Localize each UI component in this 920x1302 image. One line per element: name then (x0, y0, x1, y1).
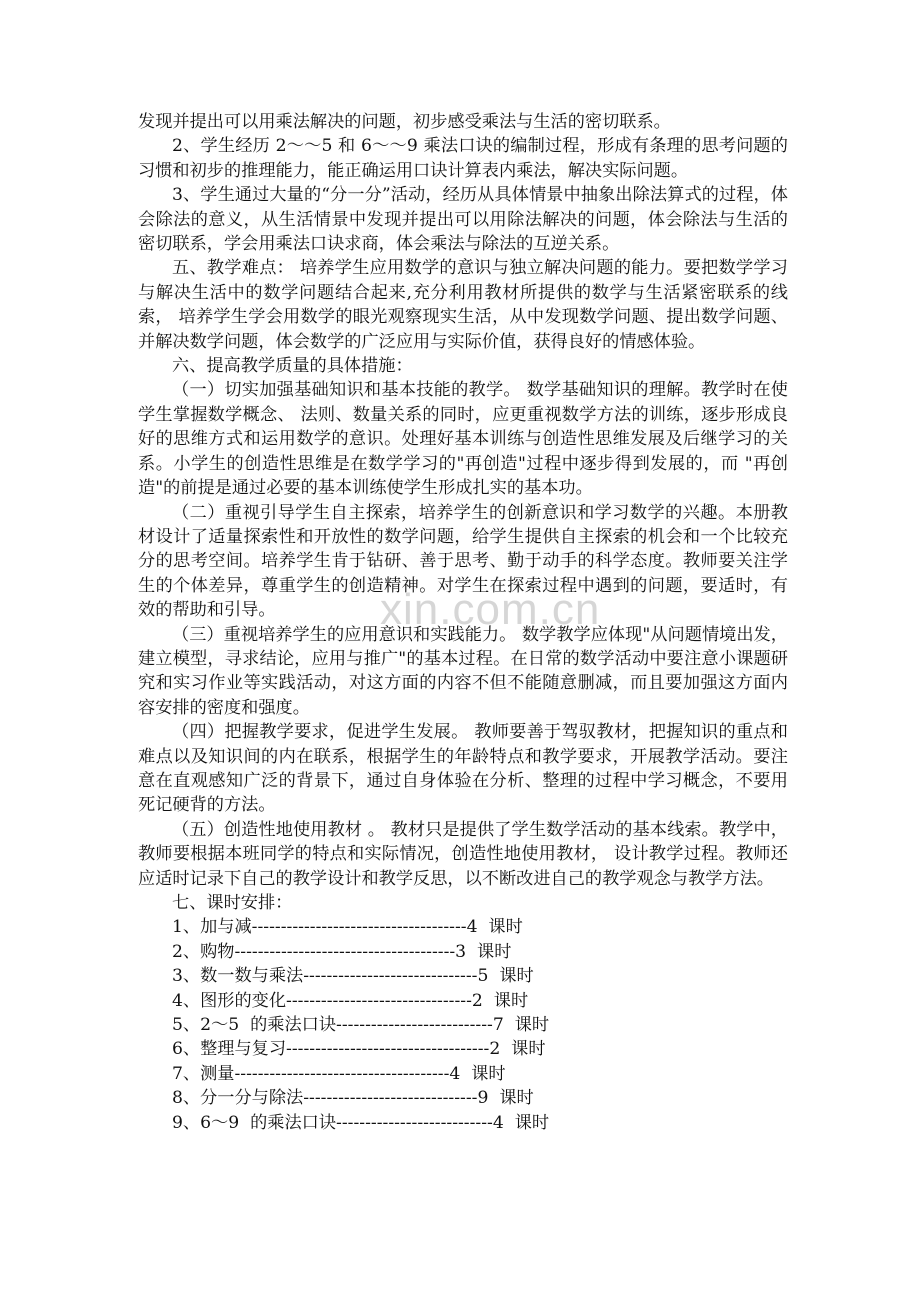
schedule-item: 7、测量-------------------------------------4 课时 (172, 1063, 506, 1084)
paragraph-intro-continued: 发现并提出可以用乘法解决的问题，初步感受乘法与生活的密切联系。 (138, 112, 671, 132)
paragraph-measure-3: （三）重视培养学生的应用意识和实践能力。 数学教学应体现"从问题情境出发，建立模型，寻求结论，应用与推广"的基本过程。在日常的数学活动中要注意小课题研究和实习作业等实践活动，对这方面的内容不但不能随意删减，而且要加强这方面内容安排的密度和强度。 (138, 624, 788, 718)
schedule-item: 1、加与减-------------------------------------4 课时 (172, 917, 523, 938)
document-body (138, 110, 788, 1135)
paragraph-difficulty: 五、教学难点： 培养学生应用数学的意识与独立解决问题的能力。要把数学学习与解决生活中的数学问题结合起来,充分利用教材所提供的数学与生活紧密联系的线索， 培养学生学会用数学的眼光观察现实生活，从中发现数学问题、提出数学问题、并解决数学问题，体会数学的广泛应用与实际价值，获得良好的情感体验。 (138, 258, 788, 352)
heading-measures: 六、提高教学质量的具体措施： (172, 356, 413, 377)
paragraph-measure-5: （五）创造性地使用教材 。 教材只是提供了学生数学活动的基本线索。教学中，教师要根据本班同学的特点和实际情况，创造性地使用教材， 设计教学过程。教师还应适时记录下自己的教学设计和教学反思，以不断改进自己的教学观念与教学方法。 (138, 819, 788, 889)
heading-schedule: 七、课时安排： (172, 893, 293, 913)
schedule-item: 5、2～5 的乘法口诀---------------------------7 课时 (172, 1015, 550, 1036)
paragraph-measure-1: （一）切实加强基础知识和基本技能的教学。 数学基础知识的理解。教学时在使学生掌握数学概念、 法则、数量关系的同时，应更重视数学方法的训练，逐步形成良好的思维方式和运用数学的意识。处理好基本训练与创造性思维发展及后继学习的关系。小学生的创造性思维是在数学学习的"再创造"过程中逐步得到发展的，而 "再创造"的前提是通过必要的基本训练使学生形成扎实的基本功。 (138, 380, 788, 499)
schedule-item: 3、数一数与乘法------------------------------5 课时 (172, 966, 534, 987)
schedule-item: 6、整理与复习-----------------------------------2 课时 (172, 1039, 546, 1060)
paragraph-goal-3: 3、学生通过大量的“分一分”活动，经历从具体情景中抽象出除法算式的过程，体会除法的意义，从生活情景中发现并提出可以用除法解决的问题，体会除法与生活的密切联系，学会用乘法口诀求商，体会乘法与除法的互逆关系。 (138, 185, 788, 255)
paragraph-goal-2: 2、学生经历 2～～5 和 6～～9 乘法口诀的编制过程，形成有条理的思考问题的习惯和初步的推理能力，能正确运用口诀计算表内乘法，解决实际问题。 (138, 136, 788, 181)
schedule-item: 2、购物--------------------------------------3 课时 (172, 941, 512, 962)
schedule-item: 9、6～9 的乘法口诀---------------------------4 课时 (172, 1112, 550, 1133)
schedule-item: 4、图形的变化--------------------------------2 课时 (172, 990, 529, 1011)
watermark: xin.com.cn (380, 585, 601, 634)
paragraph-measure-2: （二）重视引导学生自主探索，培养学生的创新意识和学习数学的兴趣。本册教材设计了适量探索性和开放性的数学问题，给学生提供自主探索的机会和一个比较充分的思考空间。培养学生肯于钻研、善于思考、勤于动手的科学态度。教师要关注学生的个体差异，尊重学生的创造精神。对学生在探索过程中遇到的问题，要适时，有效的帮助和引导。 (138, 502, 788, 621)
paragraph-measure-4: （四）把握教学要求，促进学生发展。 教师要善于驾驭教材，把握知识的重点和难点以及知识间的内在联系，根据学生的年龄特点和教学要求，开展教学活动。要注意在直观感知广泛的背景下，通过自身体验在分析、整理的过程中学习概念，不要用死记硬背的方法。 (138, 722, 788, 816)
schedule-item: 8、分一分与除法------------------------------9 课时 (172, 1088, 534, 1109)
